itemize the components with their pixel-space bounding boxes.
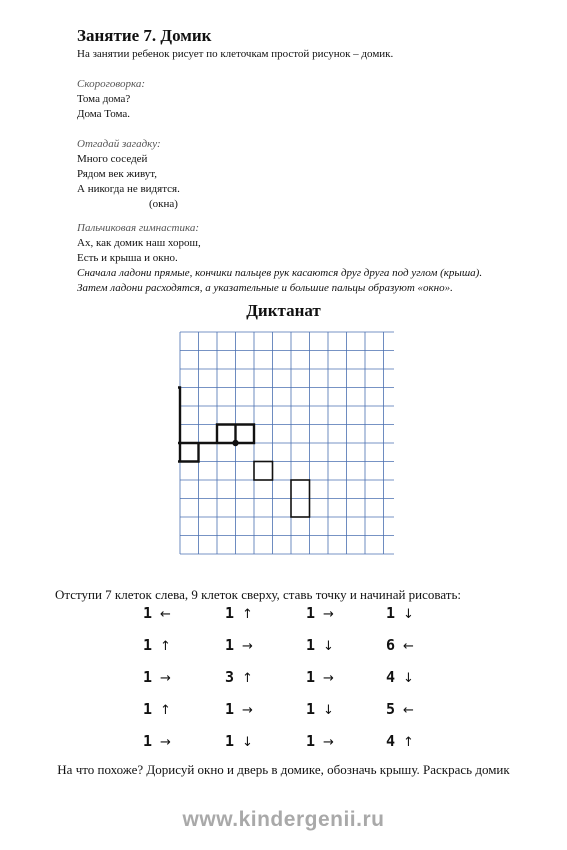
arrow-left-icon: ← <box>403 703 414 718</box>
dictation-step <box>386 636 414 655</box>
step-count: 1 <box>143 668 153 686</box>
step-count: 5 <box>386 700 396 718</box>
house-outline <box>178 388 254 481</box>
dictation-title: Диктанат <box>246 301 321 320</box>
arrow-left-icon: ← <box>160 607 171 622</box>
step-count: 1 <box>306 700 316 718</box>
tongue-twister-line: Дома Тома. <box>77 108 131 120</box>
tongue-twister-line: Тома дома? <box>77 93 131 105</box>
dictation-row <box>120 668 450 688</box>
step-count: 1 <box>143 604 153 622</box>
finger-gym-line: Есть и крыша и окно. <box>77 252 178 264</box>
arrow-up-icon: ↑ <box>242 607 253 622</box>
finger-gym-instruction: Сначала ладони прямые, кончики пальцев рук касаются друг друга под углом (крыша). <box>77 267 483 279</box>
dictation-step <box>306 700 334 719</box>
step-count: 1 <box>143 732 153 750</box>
arrow-up-icon: ↑ <box>160 639 171 654</box>
finger-gym-block <box>77 221 482 296</box>
dictation-step <box>143 732 171 751</box>
step-count: 4 <box>386 668 396 686</box>
dictation-step <box>306 636 334 655</box>
dictation-step <box>143 700 171 719</box>
riddle-line: Рядом век живут, <box>77 168 157 180</box>
dictation-step <box>306 604 334 623</box>
step-count: 1 <box>225 732 235 750</box>
dictation-step <box>143 668 171 687</box>
arrow-up-icon: ↑ <box>160 703 171 718</box>
dictation-instruction: Отступи 7 клеток слева, 9 клеток сверху, ставь точку и начинай рисовать: <box>55 587 462 602</box>
step-count: 6 <box>386 636 396 654</box>
tongue-twister-label: Скороговорка: <box>77 78 146 90</box>
arrow-down-icon: ↓ <box>323 703 334 718</box>
dictation-step <box>225 700 253 719</box>
riddle-answer: (окна) <box>149 198 178 210</box>
arrow-down-icon: ↓ <box>403 671 414 686</box>
arrow-right-icon: → <box>323 671 334 686</box>
dictation-step <box>225 732 253 751</box>
arrow-right-icon: → <box>323 607 334 622</box>
arrow-up-icon: ↑ <box>403 735 414 750</box>
step-count: 1 <box>306 604 316 622</box>
dictation-row <box>120 636 450 656</box>
dictation-grid <box>178 330 394 566</box>
dictation-step <box>143 636 171 655</box>
step-count: 1 <box>225 700 235 718</box>
arrow-right-icon: → <box>242 703 253 718</box>
arrow-down-icon: ↓ <box>323 639 334 654</box>
riddle-block <box>77 137 180 212</box>
arrow-right-icon: → <box>160 671 171 686</box>
dictation-row <box>120 604 450 624</box>
arrow-left-icon: ← <box>403 639 414 654</box>
step-count: 1 <box>143 636 153 654</box>
arrow-up-icon: ↑ <box>242 671 253 686</box>
tongue-twister-block <box>77 77 145 122</box>
finger-gym-label: Пальчиковая гимнастика: <box>77 222 199 234</box>
dictation-step <box>225 636 253 655</box>
step-count: 1 <box>225 604 235 622</box>
step-count: 1 <box>143 700 153 718</box>
finger-gym-instruction: Затем ладони расходятся, а указательные и большие пальцы образуют «окно». <box>77 282 453 294</box>
lesson-title: Занятие 7. Домик <box>77 26 212 45</box>
dictation-step <box>386 668 414 687</box>
dictation-row <box>120 732 450 752</box>
website-footer[interactable]: www.kindergenii.ru <box>182 808 385 831</box>
dictation-step <box>386 732 414 751</box>
step-count: 1 <box>306 668 316 686</box>
lesson-intro: На занятии ребенок рисует по клеточкам простой рисунок – домик. <box>77 48 394 60</box>
dictation-step <box>225 668 253 687</box>
arrow-right-icon: → <box>323 735 334 750</box>
dictation-step <box>306 732 334 751</box>
riddle-line: Много соседей <box>77 153 148 165</box>
step-count: 1 <box>306 732 316 750</box>
start-point-dot <box>232 440 238 446</box>
dictation-step <box>386 700 414 719</box>
arrow-right-icon: → <box>160 735 171 750</box>
dictation-step <box>306 668 334 687</box>
step-count: 1 <box>386 604 396 622</box>
arrow-down-icon: ↓ <box>403 607 414 622</box>
arrow-down-icon: ↓ <box>242 735 253 750</box>
dictation-step <box>143 604 171 623</box>
dictation-step <box>225 604 253 623</box>
step-count: 3 <box>225 668 235 686</box>
dictation-step <box>386 604 414 623</box>
arrow-right-icon: → <box>242 639 253 654</box>
step-count: 4 <box>386 732 396 750</box>
dictation-row <box>120 700 450 720</box>
finger-gym-line: Ах, как домик наш хорош, <box>77 237 201 249</box>
riddle-label: Отгадай загадку: <box>77 138 161 150</box>
step-count: 1 <box>225 636 235 654</box>
step-count: 1 <box>306 636 316 654</box>
dictation-question: На что похоже? Дорисуй окно и дверь в домике, обозначь крышу. Раскрась домик <box>57 762 510 777</box>
house-window <box>254 462 273 481</box>
riddle-line: А никогда не видятся. <box>77 183 180 195</box>
